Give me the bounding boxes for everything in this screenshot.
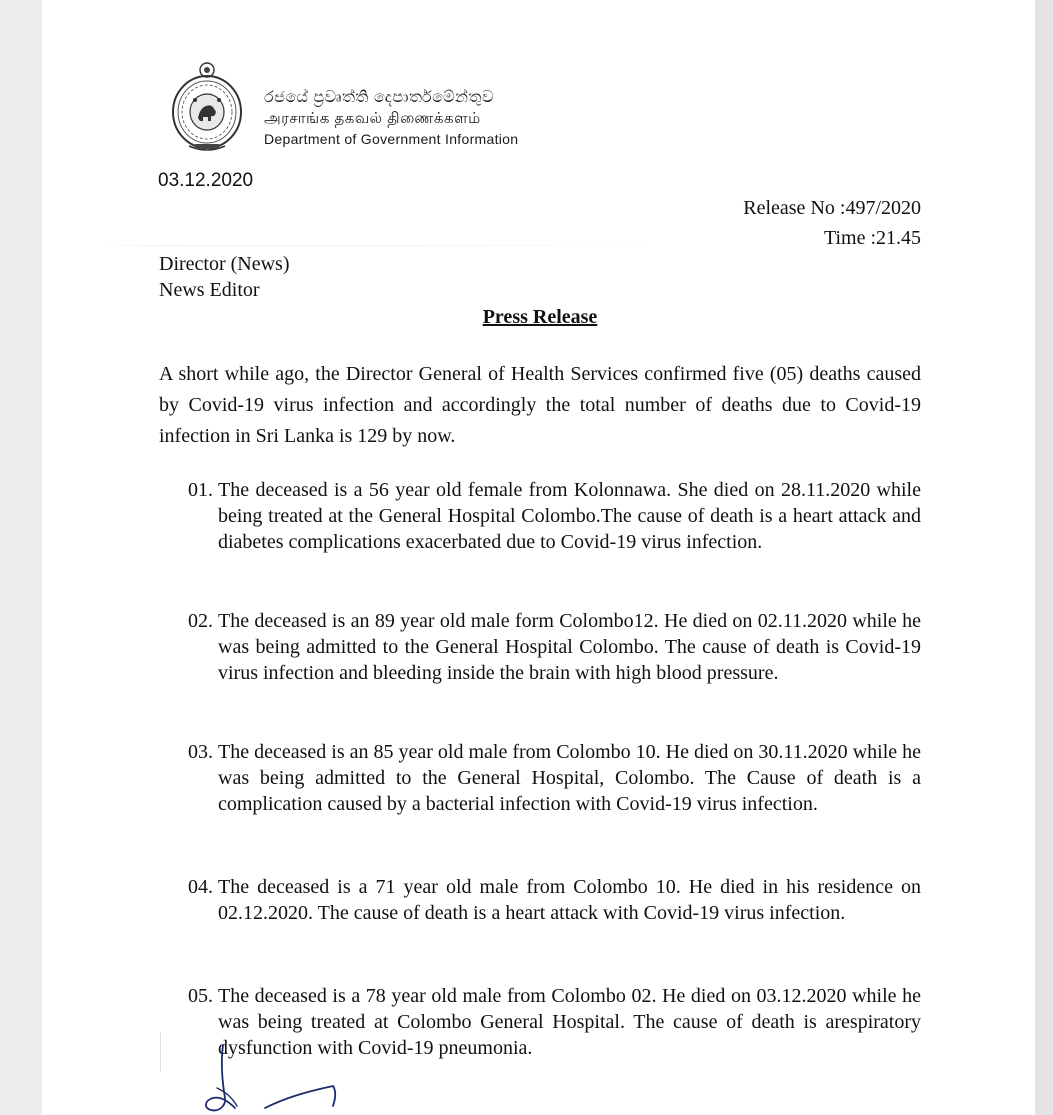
page-title: Press Release	[482, 306, 598, 328]
addressee-editor: News Editor	[159, 279, 260, 301]
list-item	[188, 477, 921, 555]
org-name-english: Department of Government Information	[264, 131, 519, 147]
divider	[100, 245, 690, 246]
list-item	[188, 874, 921, 926]
list-item-text: The deceased is a 56 year old female from Kolonnawa. She died on 28.11.2020 while being treated at the General Hospital Colombo.The cause of death is a heart attack and diabetes complications exacerbated due to Covid-19 virus infection.	[218, 479, 921, 553]
release-number: Release No :497/2020	[743, 197, 921, 219]
list-item-number: 02.	[188, 610, 213, 632]
margin-mark	[160, 1032, 161, 1072]
list-item-number: 01.	[188, 479, 213, 501]
list-item-text: The deceased is a 78 year old male from Colombo 02. He died on 03.12.2020 while he was being treated at Colombo General Hospital. The cause of death is arespiratory dysfunction with Covid-19 pneumonia.	[218, 985, 921, 1059]
list-item-text: The deceased is an 85 year old male from Colombo 10. He died on 30.11.2020 while he was being admitted to the General Hospital, Colombo. The Cause of death is a complication caused by a bacterial infection with Covid-19 virus infection.	[218, 741, 921, 815]
list-item-text: The deceased is an 89 year old male form Colombo12. He died on 02.11.2020 while he was being admitted to the General Hospital Colombo. The cause of death is Covid-19 virus infection and bleeding inside the brain with high blood pressure.	[218, 610, 921, 684]
list-item	[188, 739, 921, 817]
scrollbar-track[interactable]	[1035, 0, 1053, 1115]
list-item	[188, 608, 921, 686]
intro-paragraph: A short while ago, the Director General of Health Services confirmed five (05) deaths caused by Covid-19 virus infection and accordingly the total number of deaths due to Covid-19 infection in Sri Lanka is 129 by now.	[159, 363, 921, 447]
org-name-sinhala: රජයේ ප්‍රවෘත්ති දෙපාර්තමේන්තුව	[264, 89, 495, 106]
list-item-number: 03.	[188, 741, 213, 763]
org-name-tamil: அரசாங்க தகவல் திணைக்களம்	[264, 110, 481, 127]
addressee-director: Director (News)	[159, 253, 290, 275]
release-time: Time :21.45	[823, 227, 921, 249]
list-item-number: 05.	[188, 985, 213, 1007]
list-item-number: 04.	[188, 876, 213, 898]
list-item-text: The deceased is a 71 year old male from Colombo 10. He died in his residence on 02.12.2020. The cause of death is a heart attack with Covid-19 virus infection.	[218, 876, 921, 924]
release-date: 03.12.2020	[158, 170, 254, 191]
signature-icon	[195, 1040, 355, 1115]
government-seal-icon	[171, 60, 243, 156]
